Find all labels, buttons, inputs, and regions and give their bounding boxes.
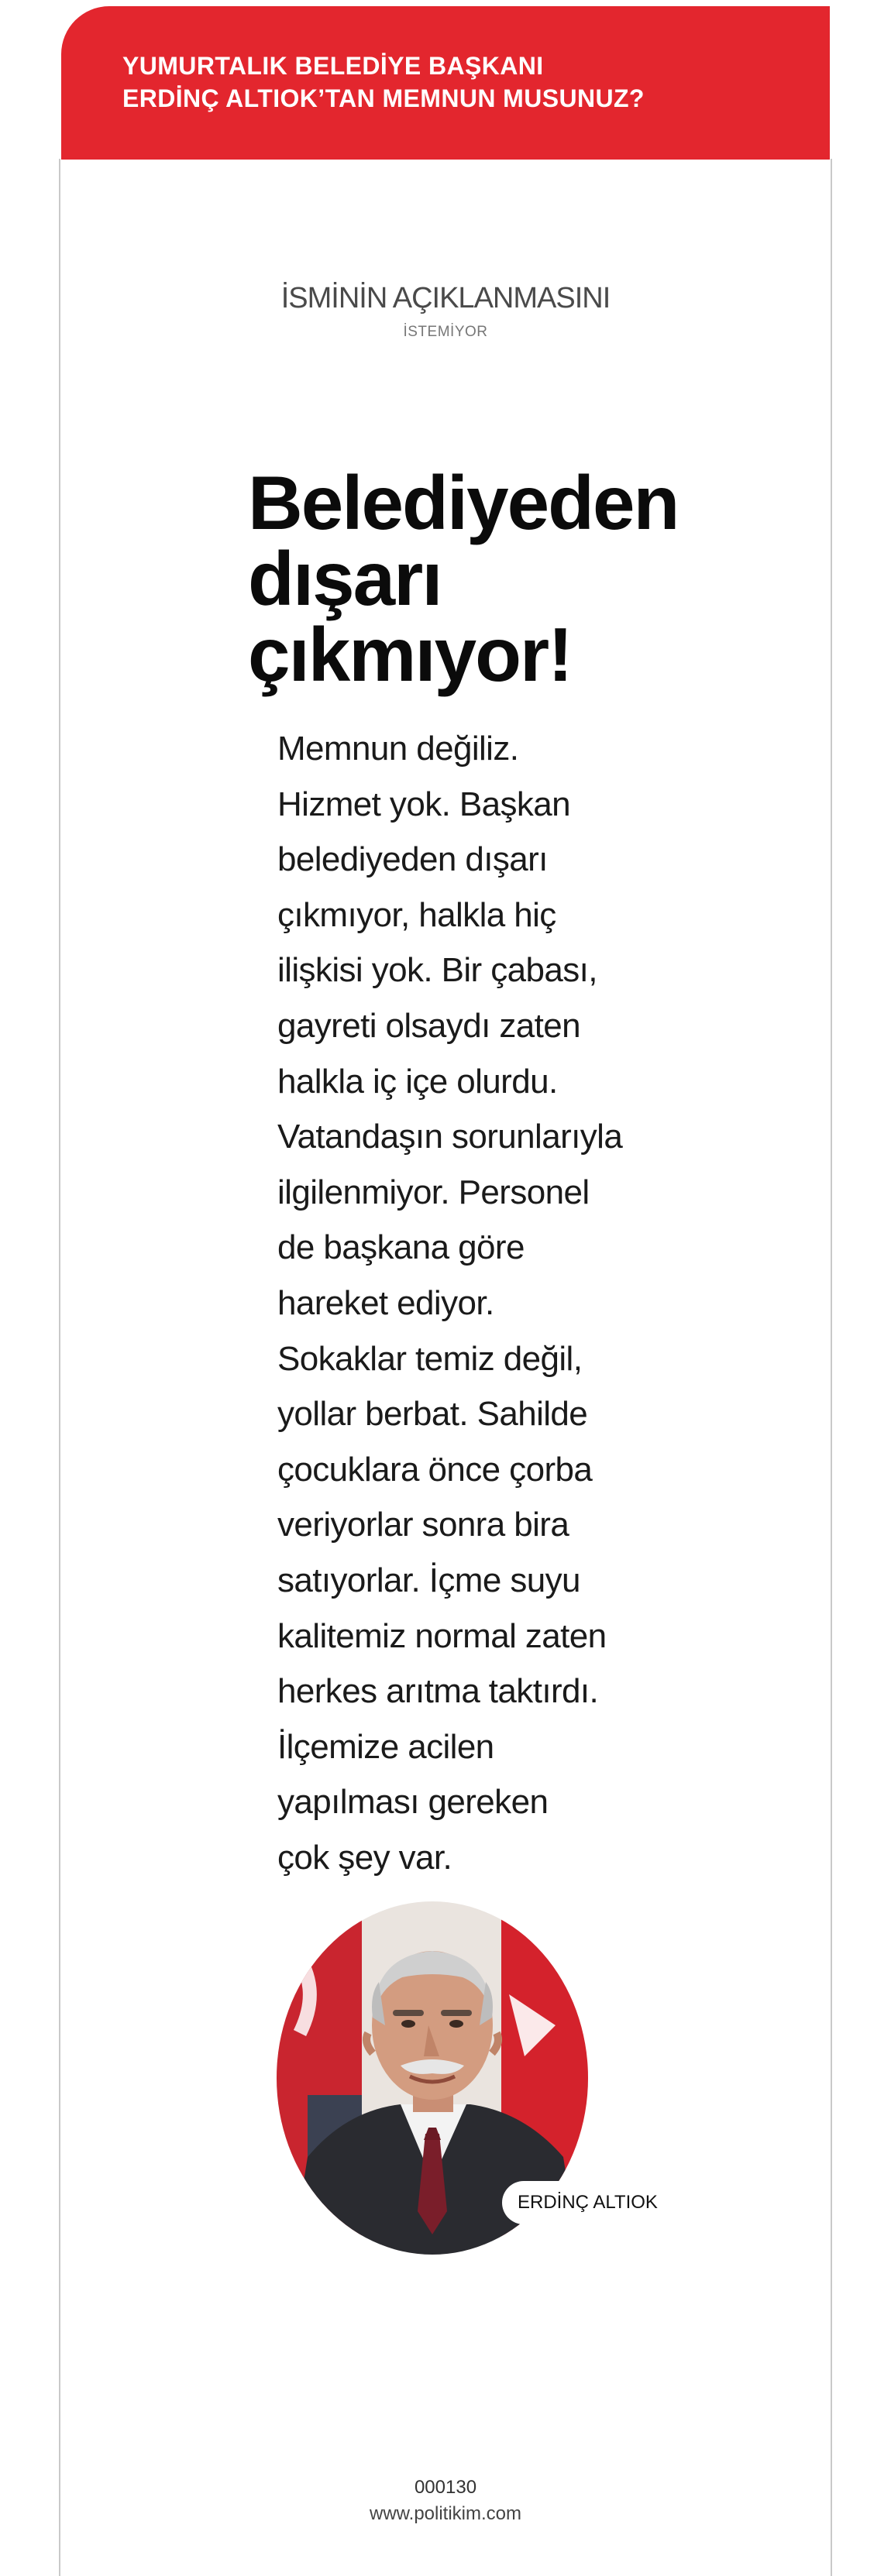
banner-line-2: ERDİNÇ ALTIOK’TAN MEMNUN MUSUNUZ? [122,84,645,112]
body-line: veriyorlar sonra bira [277,1506,569,1544]
footer-code: 000130 [414,2477,477,2498]
headline [248,460,682,697]
respondent-label: İSMİNİN AÇIKLANMASINI [280,282,611,314]
body-line: Hizmet yok. Başkan [277,785,571,823]
body-line: satıyorlar. İçme suyu [277,1561,580,1599]
body-line: ilgilenmiyor. Personel [277,1173,590,1211]
portrait-caption: ERDİNÇ ALTIOK [502,2181,684,2224]
body-line: yapılması gereken [277,1783,549,1822]
headline-line-3: çıkmıyor! [248,612,572,697]
headline-line-1: Belediyeden [248,460,679,545]
body-line: çıkmıyor, halkla hiç [277,895,556,934]
footer-url[interactable]: www.politikim.com [369,2503,522,2524]
body-line: herkes arıtma taktırdı. [277,1672,599,1711]
body-line: de başkana göre [277,1228,525,1267]
body-line: İlçemize acilen [277,1727,494,1766]
respondent-sublabel: İSTEMİYOR [403,324,488,340]
body-line: Memnun değiliz. [277,730,519,768]
body-line: kalitemiz normal zaten [277,1616,607,1655]
body-line: gayreti olsaydı zaten [277,1006,580,1045]
body-line: belediyeden dışarı [277,840,548,879]
question-banner [61,6,830,160]
body-line: halkla iç içe olurdu. [277,1062,558,1101]
body-line: Sokaklar temiz değil, [277,1339,583,1378]
banner-line-1: YUMURTALIK BELEDİYE BAŞKANI [122,52,544,80]
body-line: hareket ediyor. [277,1283,494,1322]
body-line: Vatandaşın sorunlarıyla [277,1118,623,1156]
body-line: ilişkisi yok. Bir çabası, [277,951,597,990]
body-line: yollar berbat. Sahilde [277,1395,588,1434]
body-text [277,721,680,1885]
body-line: çok şey var. [277,1838,452,1877]
headline-line-2: dışarı [248,536,442,621]
body-line: çocuklara önce çorba [277,1450,593,1489]
